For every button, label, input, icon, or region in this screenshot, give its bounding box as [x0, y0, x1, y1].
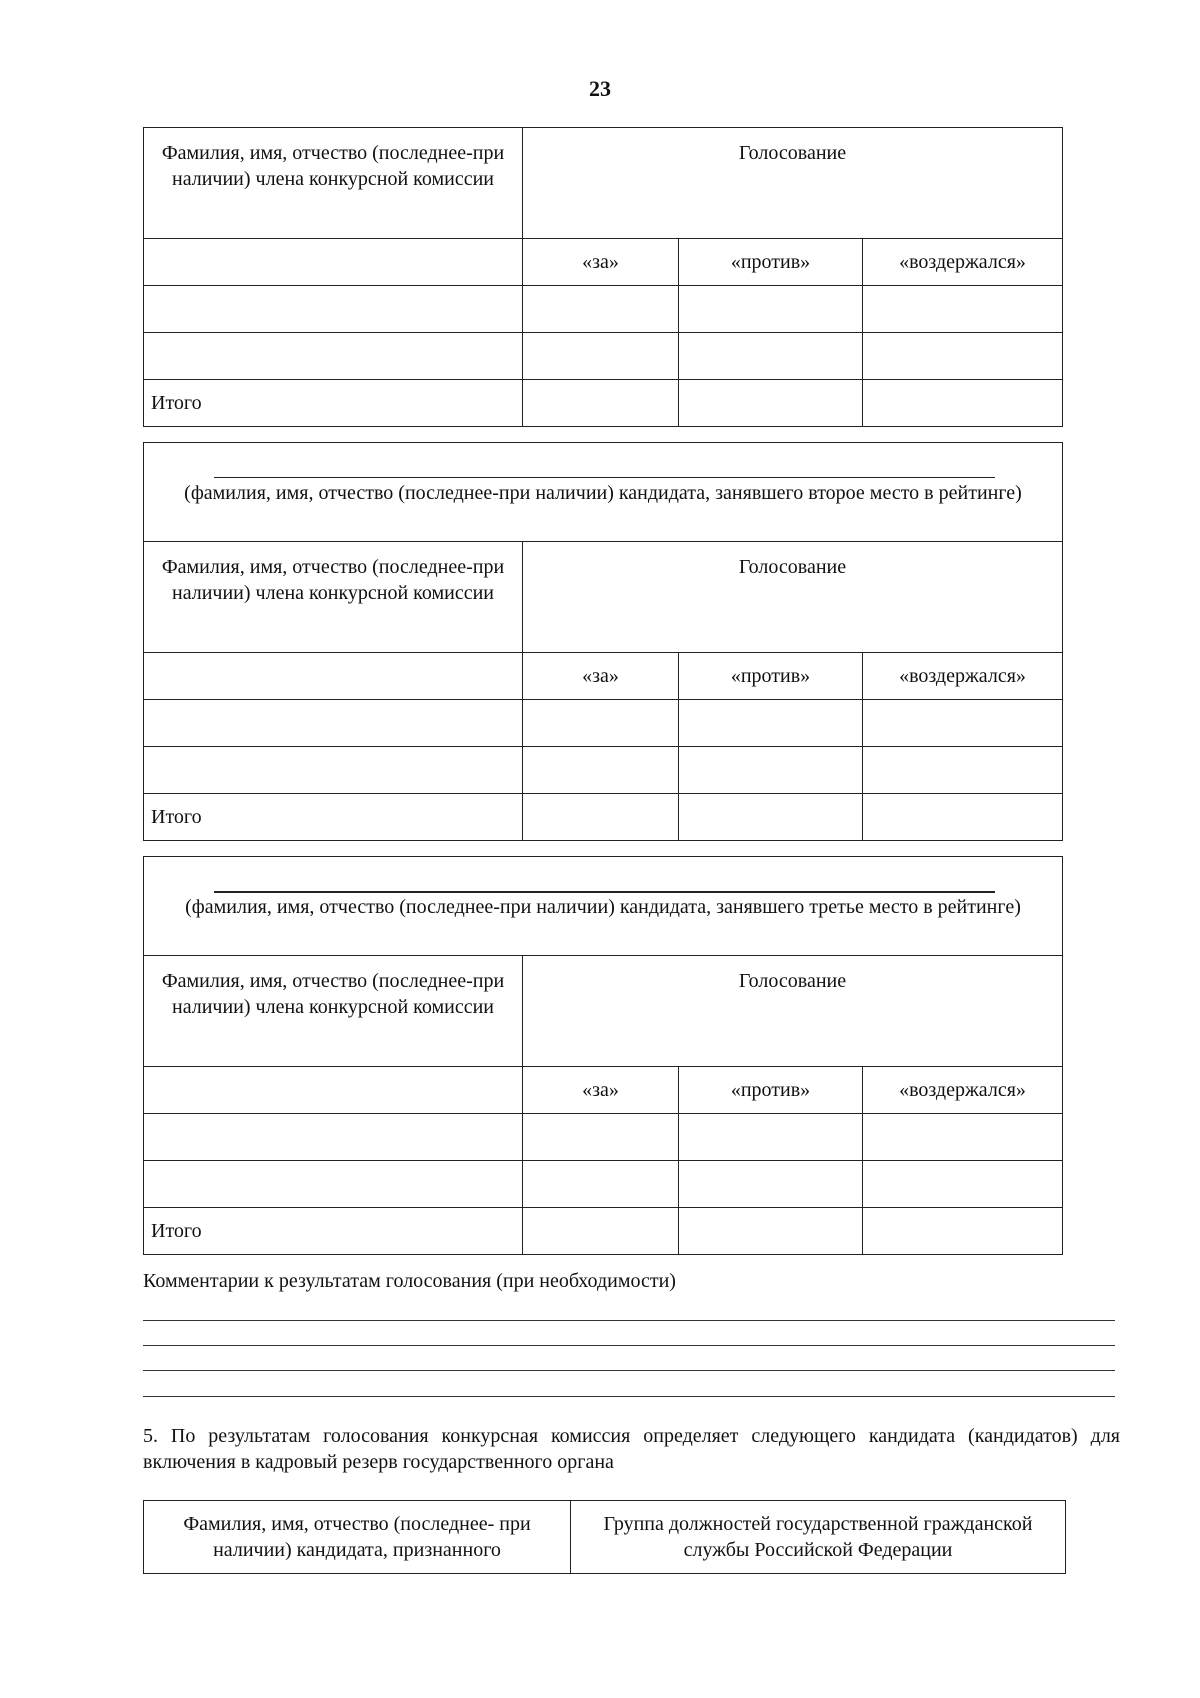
comment-line[interactable]: [143, 1396, 1115, 1397]
empty-cell: [144, 239, 523, 286]
vote-for-header: «за»: [523, 239, 679, 286]
voting-header: Голосование: [523, 128, 1063, 239]
comment-line[interactable]: [143, 1345, 1115, 1346]
voting-table-first-place: [143, 127, 1063, 427]
voting-table-second-place: [143, 442, 1063, 841]
reserve-candidate-header: Фамилия, имя, отчество (последнее- при наличии) кандидата, признанного: [144, 1501, 571, 1574]
vote-against-header: «против»: [679, 1067, 863, 1114]
candidate-caption: (фамилия, имя, отчество (последнее-при наличии) кандидата, занявшего второе место в рейтинге): [184, 482, 1022, 504]
total-for-cell[interactable]: [523, 1208, 679, 1255]
paragraph-5: 5. По результатам голосования конкурсная комиссия определяет следующего кандидата (кандидатов) для включения в кадровый резерв государственного органа: [143, 1425, 1120, 1473]
voting-header: Голосование: [523, 542, 1063, 653]
member-header: Фамилия, имя, отчество (последнее-при наличии) члена конкурсной комиссии: [144, 542, 523, 653]
vote-abstain-header: «воздержался»: [863, 1067, 1063, 1114]
total-against-cell[interactable]: [679, 380, 863, 427]
member-name-cell[interactable]: [144, 747, 523, 794]
member-header: Фамилия, имя, отчество (последнее-при наличии) члена конкурсной комиссии: [144, 956, 523, 1067]
voting-table-third-place: [143, 856, 1063, 1255]
total-against-cell[interactable]: [679, 794, 863, 841]
vote-abstain-header: «воздержался»: [863, 239, 1063, 286]
vote-for-header: «за»: [523, 1067, 679, 1114]
candidate-name-line: [214, 477, 995, 478]
vote-for-cell[interactable]: [523, 1114, 679, 1161]
member-header: Фамилия, имя, отчество (последнее-при наличии) члена конкурсной комиссии: [144, 128, 523, 239]
member-name-cell[interactable]: [144, 286, 523, 333]
vote-against-cell[interactable]: [679, 1114, 863, 1161]
table-row: [144, 286, 1063, 333]
reserve-position-group-header: Группа должностей государственной гражданской службы Российской Федерации: [571, 1501, 1066, 1574]
total-row: [144, 1208, 1063, 1255]
reserve-table: [143, 1500, 1066, 1574]
comment-line[interactable]: [143, 1370, 1115, 1371]
total-abstain-cell[interactable]: [863, 1208, 1063, 1255]
vote-for-cell[interactable]: [523, 700, 679, 747]
candidate-caption: (фамилия, имя, отчество (последнее-при наличии) кандидата, занявшего третье место в рейтинге): [185, 896, 1021, 918]
vote-abstain-cell[interactable]: [863, 747, 1063, 794]
candidate-name-cell[interactable]: [144, 857, 1063, 956]
vote-abstain-cell[interactable]: [863, 1161, 1063, 1208]
total-against-cell[interactable]: [679, 1208, 863, 1255]
vote-for-cell[interactable]: [523, 286, 679, 333]
candidate-name-cell[interactable]: [144, 443, 1063, 542]
vote-abstain-cell[interactable]: [863, 1114, 1063, 1161]
total-label: Итого: [144, 794, 523, 841]
member-name-cell[interactable]: [144, 1161, 523, 1208]
candidate-name-line: [214, 891, 995, 893]
total-row: [144, 380, 1063, 427]
member-name-cell[interactable]: [144, 1114, 523, 1161]
vote-against-cell[interactable]: [679, 747, 863, 794]
table-row: [144, 1161, 1063, 1208]
vote-for-header: «за»: [523, 653, 679, 700]
vote-abstain-cell[interactable]: [863, 700, 1063, 747]
vote-against-cell[interactable]: [679, 333, 863, 380]
vote-for-cell[interactable]: [523, 1161, 679, 1208]
comments-label: Комментарии к результатам голосования (при необходимости): [143, 1270, 676, 1292]
vote-for-cell[interactable]: [523, 333, 679, 380]
vote-for-cell[interactable]: [523, 747, 679, 794]
empty-cell: [144, 1067, 523, 1114]
voting-header: Голосование: [523, 956, 1063, 1067]
page-number: 23: [589, 76, 611, 101]
vote-against-header: «против»: [679, 653, 863, 700]
member-name-cell[interactable]: [144, 700, 523, 747]
vote-against-header: «против»: [679, 239, 863, 286]
total-for-cell[interactable]: [523, 794, 679, 841]
total-abstain-cell[interactable]: [863, 794, 1063, 841]
total-row: [144, 794, 1063, 841]
vote-abstain-cell[interactable]: [863, 333, 1063, 380]
table-row: [144, 1114, 1063, 1161]
empty-cell: [144, 653, 523, 700]
vote-abstain-header: «воздержался»: [863, 653, 1063, 700]
table-row: [144, 333, 1063, 380]
vote-against-cell[interactable]: [679, 700, 863, 747]
total-label: Итого: [144, 380, 523, 427]
comment-line[interactable]: [143, 1320, 1115, 1321]
table-row: [144, 747, 1063, 794]
member-name-cell[interactable]: [144, 333, 523, 380]
total-label: Итого: [144, 1208, 523, 1255]
vote-against-cell[interactable]: [679, 1161, 863, 1208]
vote-against-cell[interactable]: [679, 286, 863, 333]
total-for-cell[interactable]: [523, 380, 679, 427]
vote-abstain-cell[interactable]: [863, 286, 1063, 333]
total-abstain-cell[interactable]: [863, 380, 1063, 427]
table-row: [144, 700, 1063, 747]
